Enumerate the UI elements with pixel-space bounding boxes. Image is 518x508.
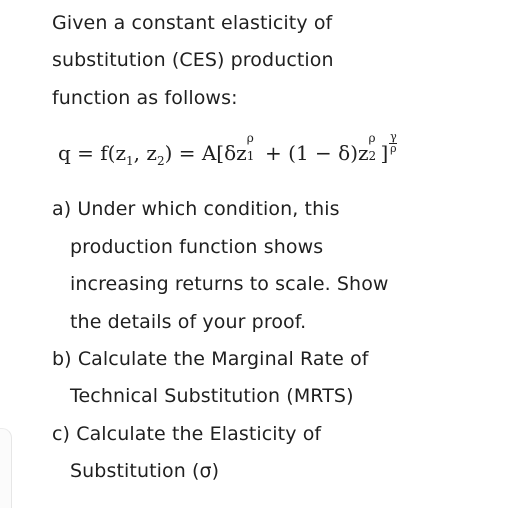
part-a-line-1: a) Under which condition, this [52,198,340,220]
part-c-line-2: Substitution (σ) [70,460,220,482]
part-a-line-4: the details of your proof. [70,311,307,333]
ces-formula [58,130,397,168]
formula-close-bracket: ] [380,141,389,165]
formula-sub-1: 1 [126,154,134,168]
formula-rho-denominator: ρ [390,142,397,155]
formula-gamma: γ [390,130,397,143]
intro-line-1: Given a constant elasticity of [52,12,333,34]
part-a-line-2: production function shows [70,236,324,258]
formula-mid-1: , z [133,141,157,165]
formula-mid-2: ) = A[δz [164,141,247,165]
formula-z2-exponents: ρ 2 [368,131,377,163]
intro-line-2: substitution (CES) production [52,49,334,71]
formula-mid-3: + (1 − δ)z [258,141,369,165]
part-c-line-1: c) Calculate the Elasticity of [52,423,322,445]
intro-line-3: function as follows: [52,87,238,109]
formula-z1-exponents: ρ 1 [246,131,255,163]
part-a-line-3: increasing returns to scale. Show [70,273,389,295]
formula-sub-2: 2 [156,154,165,168]
formula-lhs: q = f(z [58,141,127,165]
part-b-line-2: Technical Substitution (MRTS) [70,385,354,407]
formula-outer-exponent [389,132,397,154]
part-b-line-1: b) Calculate the Marginal Rate of [52,348,369,370]
left-edge-panel [0,428,12,508]
